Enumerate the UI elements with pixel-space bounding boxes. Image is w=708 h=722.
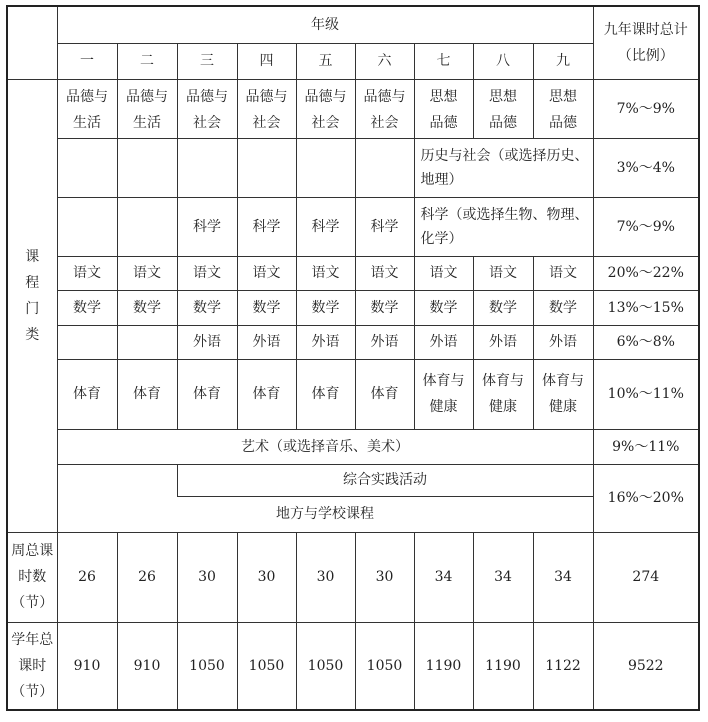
science-cell: 科学 [237,197,296,256]
history-cell: 历史与社会（或选择历史、地理） [414,138,593,197]
yearly-value: 1050 [177,622,237,710]
pe-cell: 体育 [177,359,237,429]
weekly-value: 34 [533,532,593,622]
moral-cell: 品德与社会 [355,79,414,138]
chinese-cell: 语文 [414,256,473,290]
yearly-value: 1122 [533,622,593,710]
yearly-value: 910 [57,622,117,710]
weekly-value: 26 [57,532,117,622]
foreign-cell: 外语 [473,325,533,359]
foreign-ratio: 6%～8% [593,325,699,359]
math-cell: 数学 [473,290,533,325]
grade-1: 一 [57,43,117,79]
math-cell: 数学 [177,290,237,325]
math-cell: 数学 [237,290,296,325]
foreign-cell: 外语 [533,325,593,359]
chinese-cell: 语文 [237,256,296,290]
foreign-cell: 外语 [237,325,296,359]
moral-cell: 品德与社会 [177,79,237,138]
chinese-cell: 语文 [533,256,593,290]
chinese-cell: 语文 [296,256,355,290]
grade-8: 八 [473,43,533,79]
total-header: 九年课时总计（比例） [593,6,699,79]
pe-cell: 体育 [296,359,355,429]
local-cell: 地方与学校课程 [57,496,593,532]
grade-4: 四 [237,43,296,79]
weekly-value: 30 [296,532,355,622]
empty-cell [355,138,414,197]
moral-cell: 品德与社会 [237,79,296,138]
foreign-cell: 外语 [355,325,414,359]
science-ratio: 7%～9% [593,197,699,256]
yearly-value: 910 [117,622,177,710]
chinese-cell: 语文 [117,256,177,290]
grade-2: 二 [117,43,177,79]
pe-cell: 体育 [57,359,117,429]
weekly-value: 30 [237,532,296,622]
science-cell: 科学 [177,197,237,256]
pe-cell: 体育 [237,359,296,429]
empty-cell [117,325,177,359]
yearly-value: 1050 [237,622,296,710]
weekly-value: 34 [414,532,473,622]
grade-5: 五 [296,43,355,79]
moral-cell: 品德与生活 [57,79,117,138]
practice-local-ratio: 16%～20% [593,464,699,532]
science-cell: 科学 [296,197,355,256]
weekly-value: 26 [117,532,177,622]
empty-cell [57,138,117,197]
moral-cell: 品德与生活 [117,79,177,138]
corner-cell [7,6,57,79]
foreign-cell: 外语 [414,325,473,359]
grade-7: 七 [414,43,473,79]
math-cell: 数学 [117,290,177,325]
category-label: 课程门类 [7,79,57,532]
chinese-cell: 语文 [355,256,414,290]
grade-3: 三 [177,43,237,79]
empty-cell [177,138,237,197]
pe-cell: 体育与健康 [414,359,473,429]
math-cell: 数学 [414,290,473,325]
science-upper-cell: 科学（或选择生物、物理、化学） [414,197,593,256]
history-ratio: 3%～4% [593,138,699,197]
chinese-cell: 语文 [177,256,237,290]
math-ratio: 13%～15% [593,290,699,325]
yearly-value: 1190 [414,622,473,710]
empty-cell [57,197,117,256]
math-cell: 数学 [296,290,355,325]
empty-cell [57,464,177,496]
yearly-label: 学年总课时（节） [7,622,57,710]
chinese-ratio: 20%～22% [593,256,699,290]
pe-cell: 体育与健康 [533,359,593,429]
weekly-value: 30 [177,532,237,622]
practice-cell: 综合实践活动 [177,464,593,496]
empty-cell [117,138,177,197]
math-cell: 数学 [57,290,117,325]
yearly-value: 1050 [355,622,414,710]
yearly-total: 9522 [593,622,699,710]
empty-cell [57,325,117,359]
empty-cell [237,138,296,197]
moral-ratio: 7%～9% [593,79,699,138]
pe-cell: 体育与健康 [473,359,533,429]
weekly-total: 274 [593,532,699,622]
yearly-value: 1190 [473,622,533,710]
moral-cell: 思想品德 [473,79,533,138]
art-cell: 艺术（或选择音乐、美术） [57,429,593,464]
foreign-cell: 外语 [296,325,355,359]
chinese-cell: 语文 [473,256,533,290]
curriculum-table [6,5,700,711]
weekly-value: 30 [355,532,414,622]
empty-cell [296,138,355,197]
foreign-cell: 外语 [177,325,237,359]
science-cell: 科学 [355,197,414,256]
moral-cell: 思想品德 [533,79,593,138]
math-cell: 数学 [533,290,593,325]
moral-cell: 思想品德 [414,79,473,138]
pe-cell: 体育 [117,359,177,429]
pe-cell: 体育 [355,359,414,429]
yearly-value: 1050 [296,622,355,710]
weekly-value: 34 [473,532,533,622]
math-cell: 数学 [355,290,414,325]
art-ratio: 9%～11% [593,429,699,464]
weekly-label: 周总课时数（节） [7,532,57,622]
pe-ratio: 10%～11% [593,359,699,429]
grade-9: 九 [533,43,593,79]
empty-cell [117,197,177,256]
grade-6: 六 [355,43,414,79]
grade-header: 年级 [57,6,593,43]
moral-cell: 品德与社会 [296,79,355,138]
chinese-cell: 语文 [57,256,117,290]
